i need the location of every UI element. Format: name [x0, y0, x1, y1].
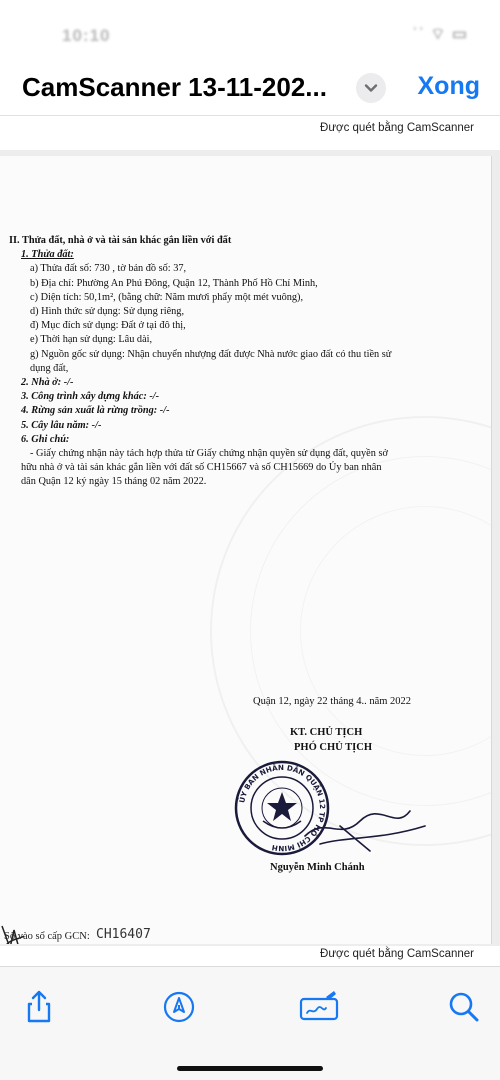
- land-line: g) Nguồn gốc sử dụng: Nhận chuyển nhượng đất được Nhà nước giao đất có thu tiền sử: [30, 348, 392, 360]
- status-bar: [0, 0, 500, 60]
- sign-title: KT. CHỦ TỊCH: [290, 727, 363, 738]
- item-1-title: 1. Thửa đất:: [21, 249, 74, 261]
- note-line: - Giấy chứng nhận này tách hợp thửa từ Giấy chứng nhận quyền sử dụng đất, quyền sở: [30, 448, 388, 460]
- section-title: II. Thửa đất, nhà ở và tài sản khác gắn liền với đất: [9, 235, 232, 246]
- sign-date: Quận 12, ngày 22 tháng 4.. năm 2022: [253, 696, 412, 707]
- document-title: CamScanner 13-11-202...: [22, 72, 327, 102]
- land-line: c) Diện tích: 50,1m², (bằng chữ: Năm mươi phẩy một mét vuông),: [30, 291, 304, 303]
- land-line: a) Thửa đất số: 730 , tờ bản đồ số: 37,: [30, 263, 187, 275]
- handwritten-signature: [300, 796, 430, 856]
- registration-number: CH16407: [96, 927, 151, 942]
- item-line: 3. Công trình xây dựng khác: -/-: [21, 391, 160, 403]
- registration-label: Số vào sổ cấp GCN:: [4, 931, 90, 942]
- item-line: 5. Cây lâu năm: -/-: [21, 419, 102, 431]
- watermark-bottom: Được quét bằng CamScanner: [320, 948, 474, 960]
- item-line: 2. Nhà ở: -/-: [21, 377, 74, 389]
- nav-bar: [0, 60, 500, 116]
- note-line: hữu nhà ở và tài sản khác gắn liền với đất số CH15667 và số CH15669 do Ủy ban nhân: [21, 462, 382, 474]
- previous-page-strip: [0, 116, 500, 150]
- share-icon[interactable]: [21, 989, 57, 1025]
- sign-subtitle: PHÓ CHỦ TỊCH: [294, 742, 372, 753]
- watermark-top: Được quét bằng CamScanner: [320, 122, 474, 134]
- signer-name: Nguyễn Minh Chánh: [270, 862, 365, 873]
- document-viewer[interactable]: [0, 116, 500, 966]
- done-button[interactable]: Xong: [417, 72, 480, 100]
- markup-pen-icon[interactable]: [161, 989, 197, 1025]
- land-line: e) Thời hạn sử dụng: Lâu dài,: [30, 334, 153, 346]
- land-line: dụng đất,: [30, 362, 69, 374]
- item-line: 6. Ghi chú:: [21, 433, 70, 445]
- land-line: đ) Mục đích sử dụng: Đất ở tại đô thị,: [30, 320, 186, 332]
- status-indicators: ʾʾ ⌔ ▭: [412, 26, 468, 43]
- status-time: 10:10: [62, 26, 111, 45]
- bottom-toolbar: [0, 966, 500, 1080]
- document-page: [0, 156, 492, 944]
- land-line: b) Địa chỉ: Phường An Phú Đông, Quận 12, Thành Phố Hồ Chí Minh,: [30, 277, 318, 289]
- chevron-down-icon[interactable]: [356, 73, 386, 103]
- search-icon[interactable]: [446, 989, 482, 1025]
- svg-text:ỦY BAN NHÂN DÂN QUẬN 12 TP HỒ: ỦY BAN NHÂN DÂN QUẬN 12 TP HỒ CHÍ MINH: [237, 762, 328, 854]
- next-page-strip: [0, 946, 500, 966]
- signature-icon[interactable]: [298, 989, 340, 1025]
- note-line: dân Quận 12 ký ngày 15 tháng 02 năm 2022.: [21, 476, 207, 488]
- home-indicator[interactable]: [177, 1066, 323, 1071]
- land-line: d) Hình thức sử dụng: Sử dụng riêng,: [30, 306, 185, 318]
- item-line: 4. Rừng sản xuất là rừng trồng: -/-: [21, 405, 170, 417]
- signature-block: [0, 156, 492, 944]
